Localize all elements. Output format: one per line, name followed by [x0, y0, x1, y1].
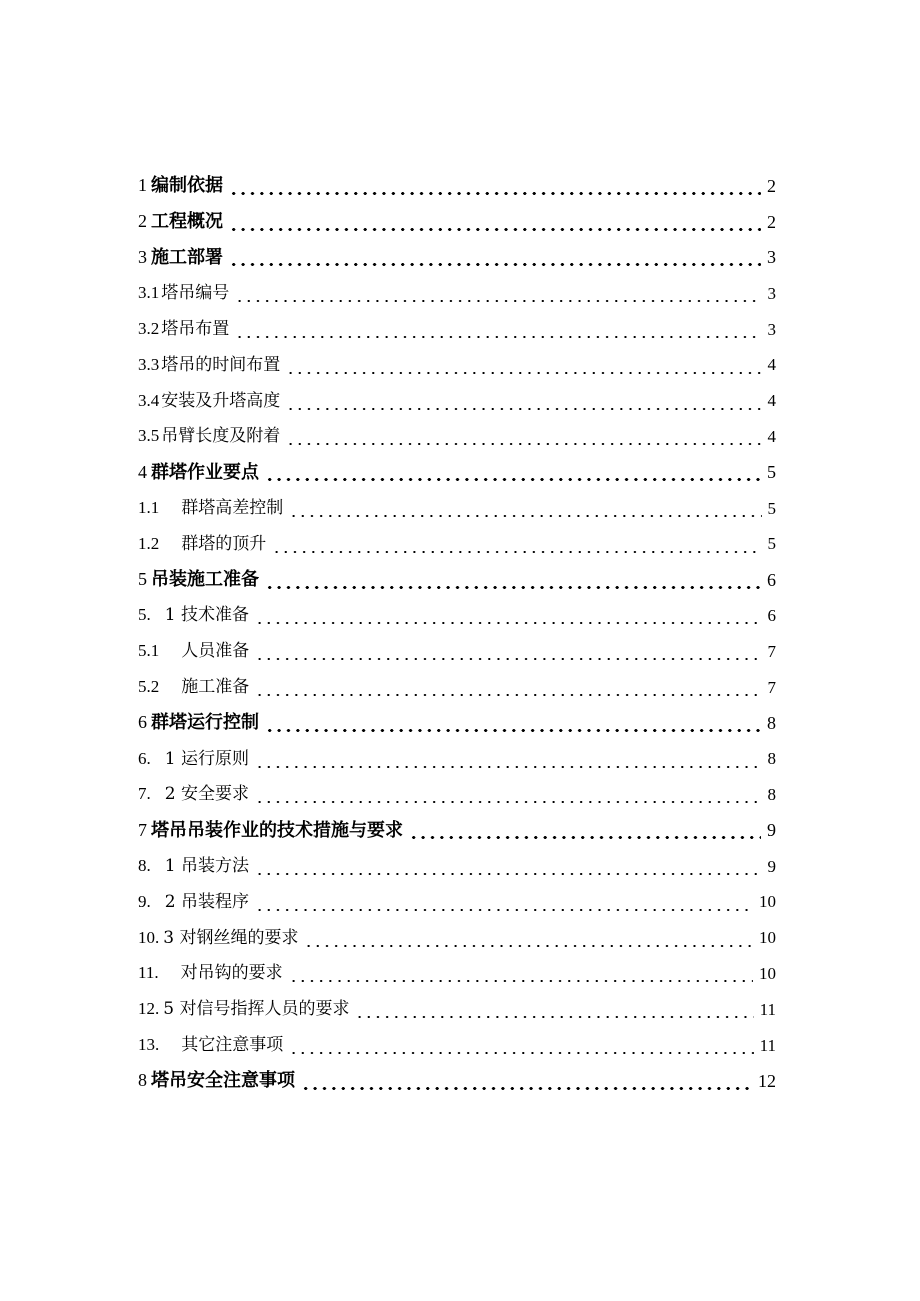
- toc-entry-page-number: 3: [767, 283, 776, 303]
- toc-entry-title: [138, 392, 280, 410]
- toc-entry[interactable]: [138, 311, 776, 347]
- toc-entry-page-number: 10: [759, 928, 776, 948]
- toc-entry-text: 塔吊安全注意事项: [151, 1070, 295, 1092]
- toc-entry[interactable]: [138, 562, 776, 598]
- toc-dot-leader: [255, 658, 761, 660]
- toc-entry-number: 5.1: [138, 641, 160, 661]
- toc-entry[interactable]: [138, 1027, 776, 1063]
- toc-entry-text: 群塔运行控制: [151, 712, 259, 734]
- toc-entry-number: 12.: [138, 999, 160, 1019]
- toc-entry-text: 群塔高差控制: [181, 498, 284, 519]
- toc-entry-number: 3.5: [138, 426, 160, 446]
- toc-entry[interactable]: [138, 275, 776, 311]
- toc-entry-text: 人员准备: [181, 641, 250, 662]
- toc-entry-title: [138, 713, 259, 732]
- toc-entry-title: [138, 929, 298, 947]
- toc-entry-text: 塔吊吊装作业的技术措施与要求: [151, 819, 403, 841]
- toc-dot-leader: [255, 873, 762, 875]
- toc-entry-page-number: 4: [767, 426, 776, 446]
- toc-entry-number: 6.: [138, 748, 151, 768]
- toc-entry[interactable]: [138, 454, 776, 490]
- toc-entry-text: 1 运行原则: [164, 748, 249, 769]
- toc-entry-page-number: 12: [758, 1070, 776, 1091]
- toc-entry-page-number: 2: [767, 211, 776, 232]
- toc-entry[interactable]: [138, 812, 776, 848]
- toc-entry-text: 群塔作业要点: [151, 461, 259, 483]
- toc-entry-number: 1.1: [138, 498, 160, 518]
- toc-dot-leader: [301, 1087, 752, 1090]
- toc-entry-text: 群塔的顶升: [181, 533, 267, 554]
- toc-entry-text: 吊装施工准备: [151, 569, 259, 591]
- toc-entry[interactable]: [138, 490, 776, 526]
- toc-entry-page-number: 10: [759, 892, 776, 912]
- toc-dot-leader: [355, 1016, 753, 1018]
- toc-entry[interactable]: [138, 848, 776, 884]
- toc-entry-number: 1.2: [138, 533, 160, 553]
- toc-dot-leader: [255, 622, 762, 624]
- toc-entry-number: 11.: [138, 963, 159, 983]
- toc-entry-text: 其它注意事项: [181, 1035, 284, 1056]
- toc-entry-page-number: 8: [767, 784, 776, 804]
- toc-entry-number: 5.: [138, 605, 151, 625]
- toc-entry-text: 1 技术准备: [164, 605, 249, 626]
- toc-entry-title: [138, 1071, 295, 1090]
- toc-dot-leader: [409, 836, 761, 839]
- toc-entry-title: [138, 750, 249, 768]
- toc-entry-title: [138, 248, 223, 267]
- toc-dot-leader: [286, 443, 761, 445]
- toc-entry-page-number: 5: [767, 462, 776, 483]
- toc-entry[interactable]: [138, 419, 776, 455]
- toc-entry-text: 吊臂长度及附着: [161, 426, 281, 447]
- toc-dot-leader: [255, 909, 753, 911]
- toc-entry-title: [138, 1036, 283, 1054]
- toc-entry-title: [138, 570, 259, 589]
- toc-entry-text: 安装及升塔高度: [161, 390, 281, 411]
- toc-entry-title: [138, 642, 249, 660]
- toc-dot-leader: [286, 372, 761, 374]
- toc-entry-page-number: 9: [767, 856, 776, 876]
- toc-entry-number: 4: [138, 461, 147, 482]
- toc-entry-page-number: 8: [767, 712, 776, 733]
- toc-entry[interactable]: [138, 705, 776, 741]
- toc-entry-page-number: 3: [767, 247, 776, 268]
- toc-entry[interactable]: [138, 777, 776, 813]
- toc-entry-title: [138, 821, 403, 840]
- toc-entry-number: 3.3: [138, 354, 160, 374]
- toc-entry-number: 3.1: [138, 283, 160, 303]
- toc-entry-text: 塔吊布置: [161, 319, 230, 340]
- toc-entry[interactable]: [138, 526, 776, 562]
- toc-entry-number: 7: [138, 819, 147, 840]
- toc-entry-title: [138, 427, 280, 445]
- toc-entry-text: 2 安全要求: [164, 784, 249, 805]
- toc-entry-text: 3 对钢丝绳的要求: [163, 927, 299, 948]
- toc-entry-page-number: 6: [767, 605, 776, 625]
- toc-entry-title: [138, 463, 259, 482]
- toc-entry-text: 塔吊编号: [161, 283, 230, 304]
- toc-entry[interactable]: [138, 1063, 776, 1099]
- toc-dot-leader: [255, 694, 761, 696]
- toc-dot-leader: [235, 300, 761, 302]
- toc-entry-title: [138, 284, 229, 302]
- toc-entry-text: 施工部署: [151, 246, 223, 268]
- toc-dot-leader: [235, 336, 761, 338]
- toc-entry-number: 3: [138, 246, 147, 267]
- toc-entry-number: 3.4: [138, 390, 160, 410]
- toc-entry-number: 2: [138, 211, 147, 232]
- toc-entry-page-number: 3: [767, 319, 776, 339]
- toc-entry[interactable]: [138, 204, 776, 240]
- toc-entry-title: [138, 320, 229, 338]
- toc-entry-page-number: 11: [759, 999, 776, 1019]
- toc-entry-text: 塔吊的时间布置: [161, 354, 281, 375]
- toc-dot-leader: [255, 801, 762, 803]
- toc-entry-title: [138, 176, 223, 195]
- toc-entry-number: 10.: [138, 927, 160, 947]
- toc-entry-number: 8.: [138, 856, 151, 876]
- toc-entry[interactable]: [138, 920, 776, 956]
- toc-entry-title: [138, 893, 249, 911]
- toc-entry-title: [138, 535, 266, 553]
- toc-entry-title: [138, 1000, 349, 1018]
- toc-entry[interactable]: [138, 347, 776, 383]
- toc-entry[interactable]: [138, 741, 776, 777]
- toc-entry-title: [138, 499, 283, 517]
- toc-entry[interactable]: [138, 598, 776, 634]
- toc-entry-page-number: 8: [767, 749, 776, 769]
- table-of-contents: [138, 168, 776, 1099]
- toc-entry-number: 8: [138, 1070, 147, 1091]
- toc-entry-page-number: 7: [767, 641, 776, 661]
- toc-dot-leader: [289, 515, 761, 517]
- toc-entry[interactable]: [138, 991, 776, 1027]
- toc-entry-title: [138, 356, 280, 374]
- toc-entry-text: 1 吊装方法: [164, 856, 249, 877]
- toc-entry-page-number: 11: [759, 1035, 776, 1055]
- toc-entry[interactable]: [138, 240, 776, 276]
- toc-entry-title: [138, 212, 223, 231]
- toc-entry-page-number: 4: [767, 355, 776, 375]
- toc-entry-text: 2 吊装程序: [164, 891, 249, 912]
- toc-entry-page-number: 9: [767, 820, 776, 841]
- toc-entry[interactable]: [138, 669, 776, 705]
- toc-entry-number: 3.2: [138, 319, 160, 339]
- toc-entry-title: [138, 678, 249, 696]
- toc-dot-leader: [265, 729, 761, 732]
- toc-entry[interactable]: [138, 884, 776, 920]
- toc-entry-page-number: 5: [767, 534, 776, 554]
- toc-entry-text: 编制依据: [151, 175, 223, 197]
- toc-entry[interactable]: [138, 633, 776, 669]
- toc-entry-page-number: 10: [759, 963, 776, 983]
- toc-dot-leader: [229, 192, 761, 195]
- toc-dot-leader: [289, 1052, 753, 1054]
- toc-dot-leader: [286, 408, 761, 410]
- toc-entry-number: 9.: [138, 891, 151, 911]
- toc-entry-text: 工程概况: [151, 211, 223, 233]
- toc-dot-leader: [255, 766, 762, 768]
- toc-entry-title: [138, 606, 249, 624]
- toc-entry-title: [138, 857, 249, 875]
- toc-entry-text: 施工准备: [181, 677, 250, 698]
- toc-entry-number: 5: [138, 569, 147, 590]
- toc-entry-text: 5 对信号指挥人员的要求: [163, 999, 350, 1020]
- toc-dot-leader: [272, 551, 761, 553]
- toc-dot-leader: [265, 478, 761, 481]
- toc-entry-number: 5.2: [138, 677, 160, 697]
- toc-dot-leader: [229, 263, 761, 266]
- toc-entry-page-number: 7: [767, 677, 776, 697]
- toc-entry-title: [138, 785, 249, 803]
- toc-entry-page-number: 5: [767, 498, 776, 518]
- toc-entry-page-number: 6: [767, 569, 776, 590]
- toc-entry[interactable]: [138, 383, 776, 419]
- toc-entry-number: 13.: [138, 1035, 160, 1055]
- toc-entry-text: 对吊钩的要求: [180, 963, 283, 984]
- toc-entry-page-number: 4: [767, 391, 776, 411]
- toc-entry-number: 1: [138, 175, 147, 196]
- toc-entry-page-number: 2: [767, 175, 776, 196]
- toc-dot-leader: [229, 228, 761, 231]
- toc-entry-title: [138, 964, 283, 982]
- toc-dot-leader: [304, 945, 753, 947]
- toc-entry[interactable]: [138, 956, 776, 992]
- toc-dot-leader: [289, 980, 753, 982]
- toc-entry[interactable]: [138, 168, 776, 204]
- toc-entry-number: 6: [138, 712, 147, 733]
- toc-entry-number: 7.: [138, 784, 151, 804]
- toc-dot-leader: [265, 586, 761, 589]
